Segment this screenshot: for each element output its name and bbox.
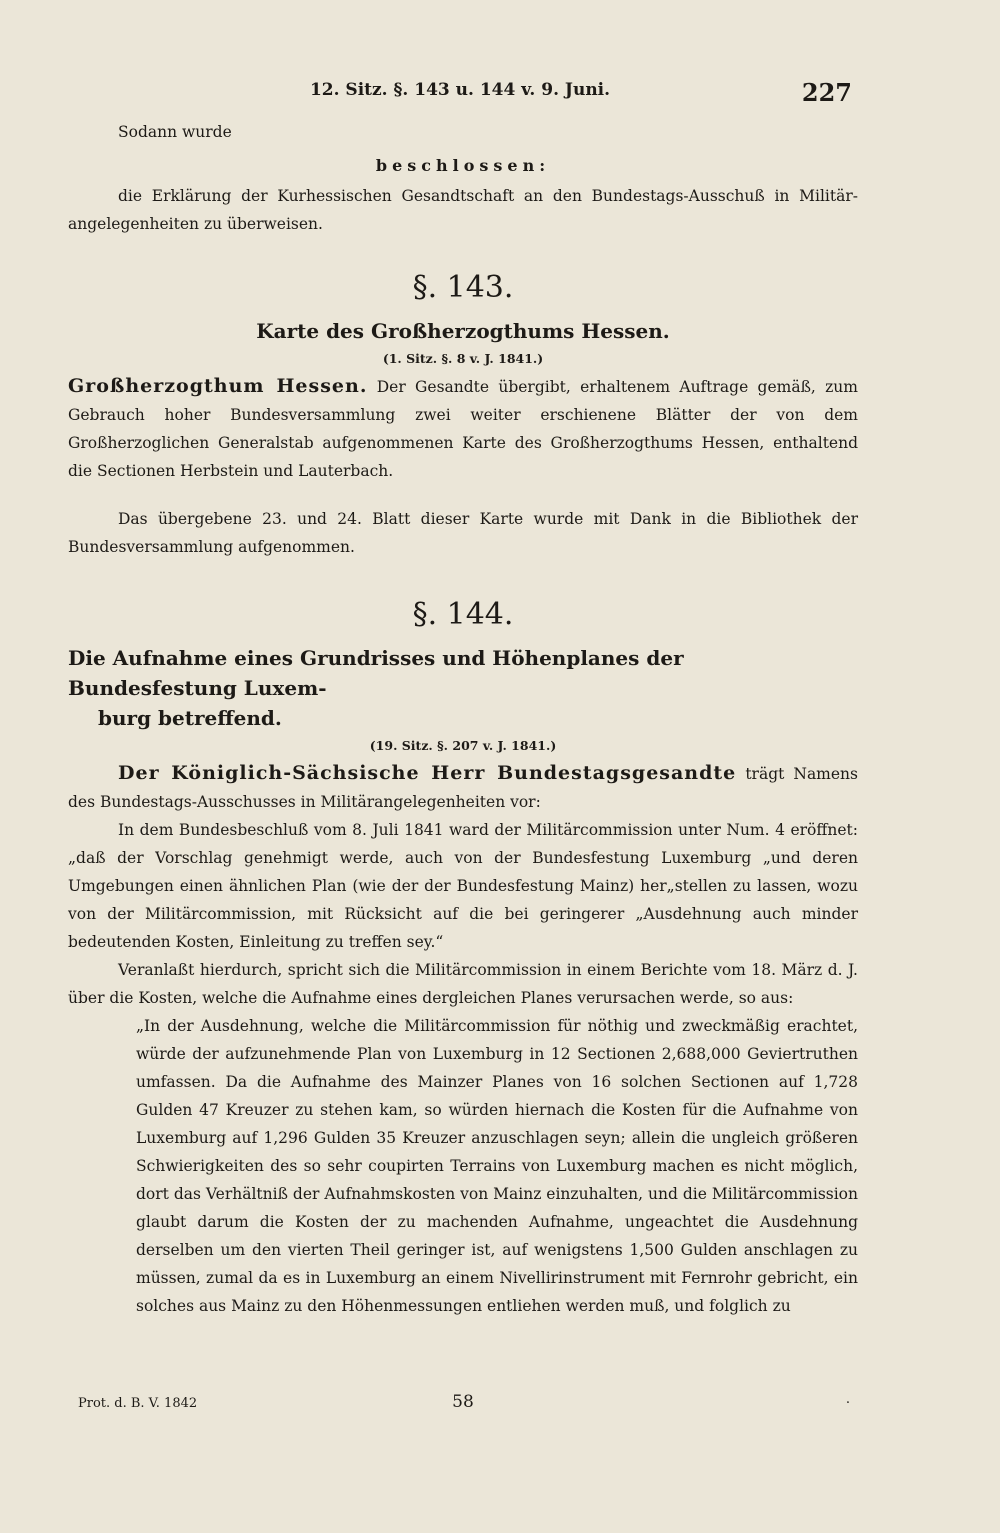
footer-protocol: Prot. d. B. V. 1842 bbox=[78, 1396, 198, 1411]
footer-dot: . bbox=[845, 1392, 850, 1407]
section-144-reference: (19. Sitz. §. 207 v. J. 1841.) bbox=[369, 738, 557, 753]
running-title: 12. Sitz. §. 143 u. 144 v. 9. Juni. bbox=[309, 80, 611, 100]
section-143-text: Der Gesandte übergibt, erhaltenem Auftrage gemäß, zum Gebrauch hoher Bundesversammlung zwei weiter erschienene Blätter der von dem Großherzoglichen Generalstab aufgenommenen Karte des Großherzogthums Hessen, enthaltend die Sectionen Herbstein und Lauterbach. bbox=[68, 378, 858, 480]
page-content bbox=[68, 118, 858, 1320]
section-143-body bbox=[68, 372, 858, 485]
section-144-title bbox=[68, 643, 858, 733]
page-number: 227 bbox=[801, 78, 852, 107]
section-144-para1: In dem Bundesbeschluß vom 8. Juli 1841 ward der Militärcommission unter Num. 4 eröffnet: „daß der Vorschlag genehmigt werde, auch von der Bundesfestung Luxemburg „und deren Umgebungen einen ähnlichen Plan (wie der der Bundesfestung Mainz) her„stellen zu lassen, wozu von der Militärcommission, mit Rücksicht auf die bei geringerer „Ausdehnung auch minder bedeutenden Kosten, Einleitung zu treffen sey.“ bbox=[68, 821, 858, 951]
resolved-heading: beschlossen: bbox=[375, 156, 551, 175]
section-143-reference: (1. Sitz. §. 8 v. J. 1841.) bbox=[382, 351, 544, 366]
section-144-number: §. 144. bbox=[412, 597, 514, 632]
intro-decision: die Erklärung der Kurhessischen Gesandtschaft an den Bundestags-Ausschuß in Militär-angelegenheiten zu überweisen. bbox=[68, 187, 858, 233]
section-144-lead-para bbox=[68, 759, 858, 816]
section-144-para2: Veranlaßt hierdurch, spricht sich die Militärcommission in einem Berichte vom 18. März d. J. über die Kosten, welche die Aufnahme eines dergleichen Planes verursachen werde, so aus: bbox=[68, 961, 858, 1007]
section-143-title: Karte des Großherzogthums Hessen. bbox=[256, 319, 670, 343]
section-144-lead-rest: trägt Namens des Bundestags-Ausschusses in Militärangelegenheiten vor: bbox=[68, 765, 858, 811]
running-head bbox=[68, 78, 852, 108]
section-143-decision: Das übergebene 23. und 24. Blatt dieser Karte wurde mit Dank in die Bibliothek der Bundesversammlung aufgenommen. bbox=[68, 510, 858, 556]
section-143-number: §. 143. bbox=[412, 270, 514, 305]
page-footer bbox=[68, 1392, 858, 1416]
footer-signature: 58 bbox=[452, 1392, 474, 1412]
section-143-lead: Großherzogthum Hessen. bbox=[68, 375, 368, 397]
section-144-title-line2: burg betreffend. bbox=[98, 706, 282, 730]
section-144-quote: „In der Ausdehnung, welche die Militärcommission für nöthig und zweckmäßig erachtet, würde der aufzunehmende Plan von Luxemburg in 12 Sectionen 2,688,000 Geviertruthen umfassen. Da die Aufnahme des Mainzer Planes von 16 solchen Sectionen auf 1,728 Gulden 47 Kreuzer zu stehen kam, so würden hiernach die Kosten für die Aufnahme von Luxemburg auf 1,296 Gulden 35 Kreuzer anzuschlagen seyn; allein die ungleich größeren Schwierigkeiten des so sehr coupirten Terrains von Luxemburg machen es nicht möglich, dort das Verhältniß der Aufnahmskosten von Mainz einzuhalten, und die Militärcommission glaubt darum die Kosten der zu machenden Aufnahme, ungeachtet die Ausdehnung derselben um den vierten Theil geringer ist, auf wenigstens 1,500 Gulden anschlagen zu müssen, zumal da es in Luxemburg an einem Nivellirinstrument mit Fernrohr gebricht, ein solches aus Mainz zu den Höhenmessungen entliehen werden muß, und folglich zu bbox=[136, 1017, 858, 1315]
intro-line: Sodann wurde bbox=[118, 123, 232, 141]
section-144-title-line1: Die Aufnahme eines Grundrisses und Höhenplanes der Bundesfestung Luxem- bbox=[68, 646, 684, 700]
section-144-lead: Der Königlich-Sächsische Herr Bundestagsgesandte bbox=[118, 762, 737, 784]
